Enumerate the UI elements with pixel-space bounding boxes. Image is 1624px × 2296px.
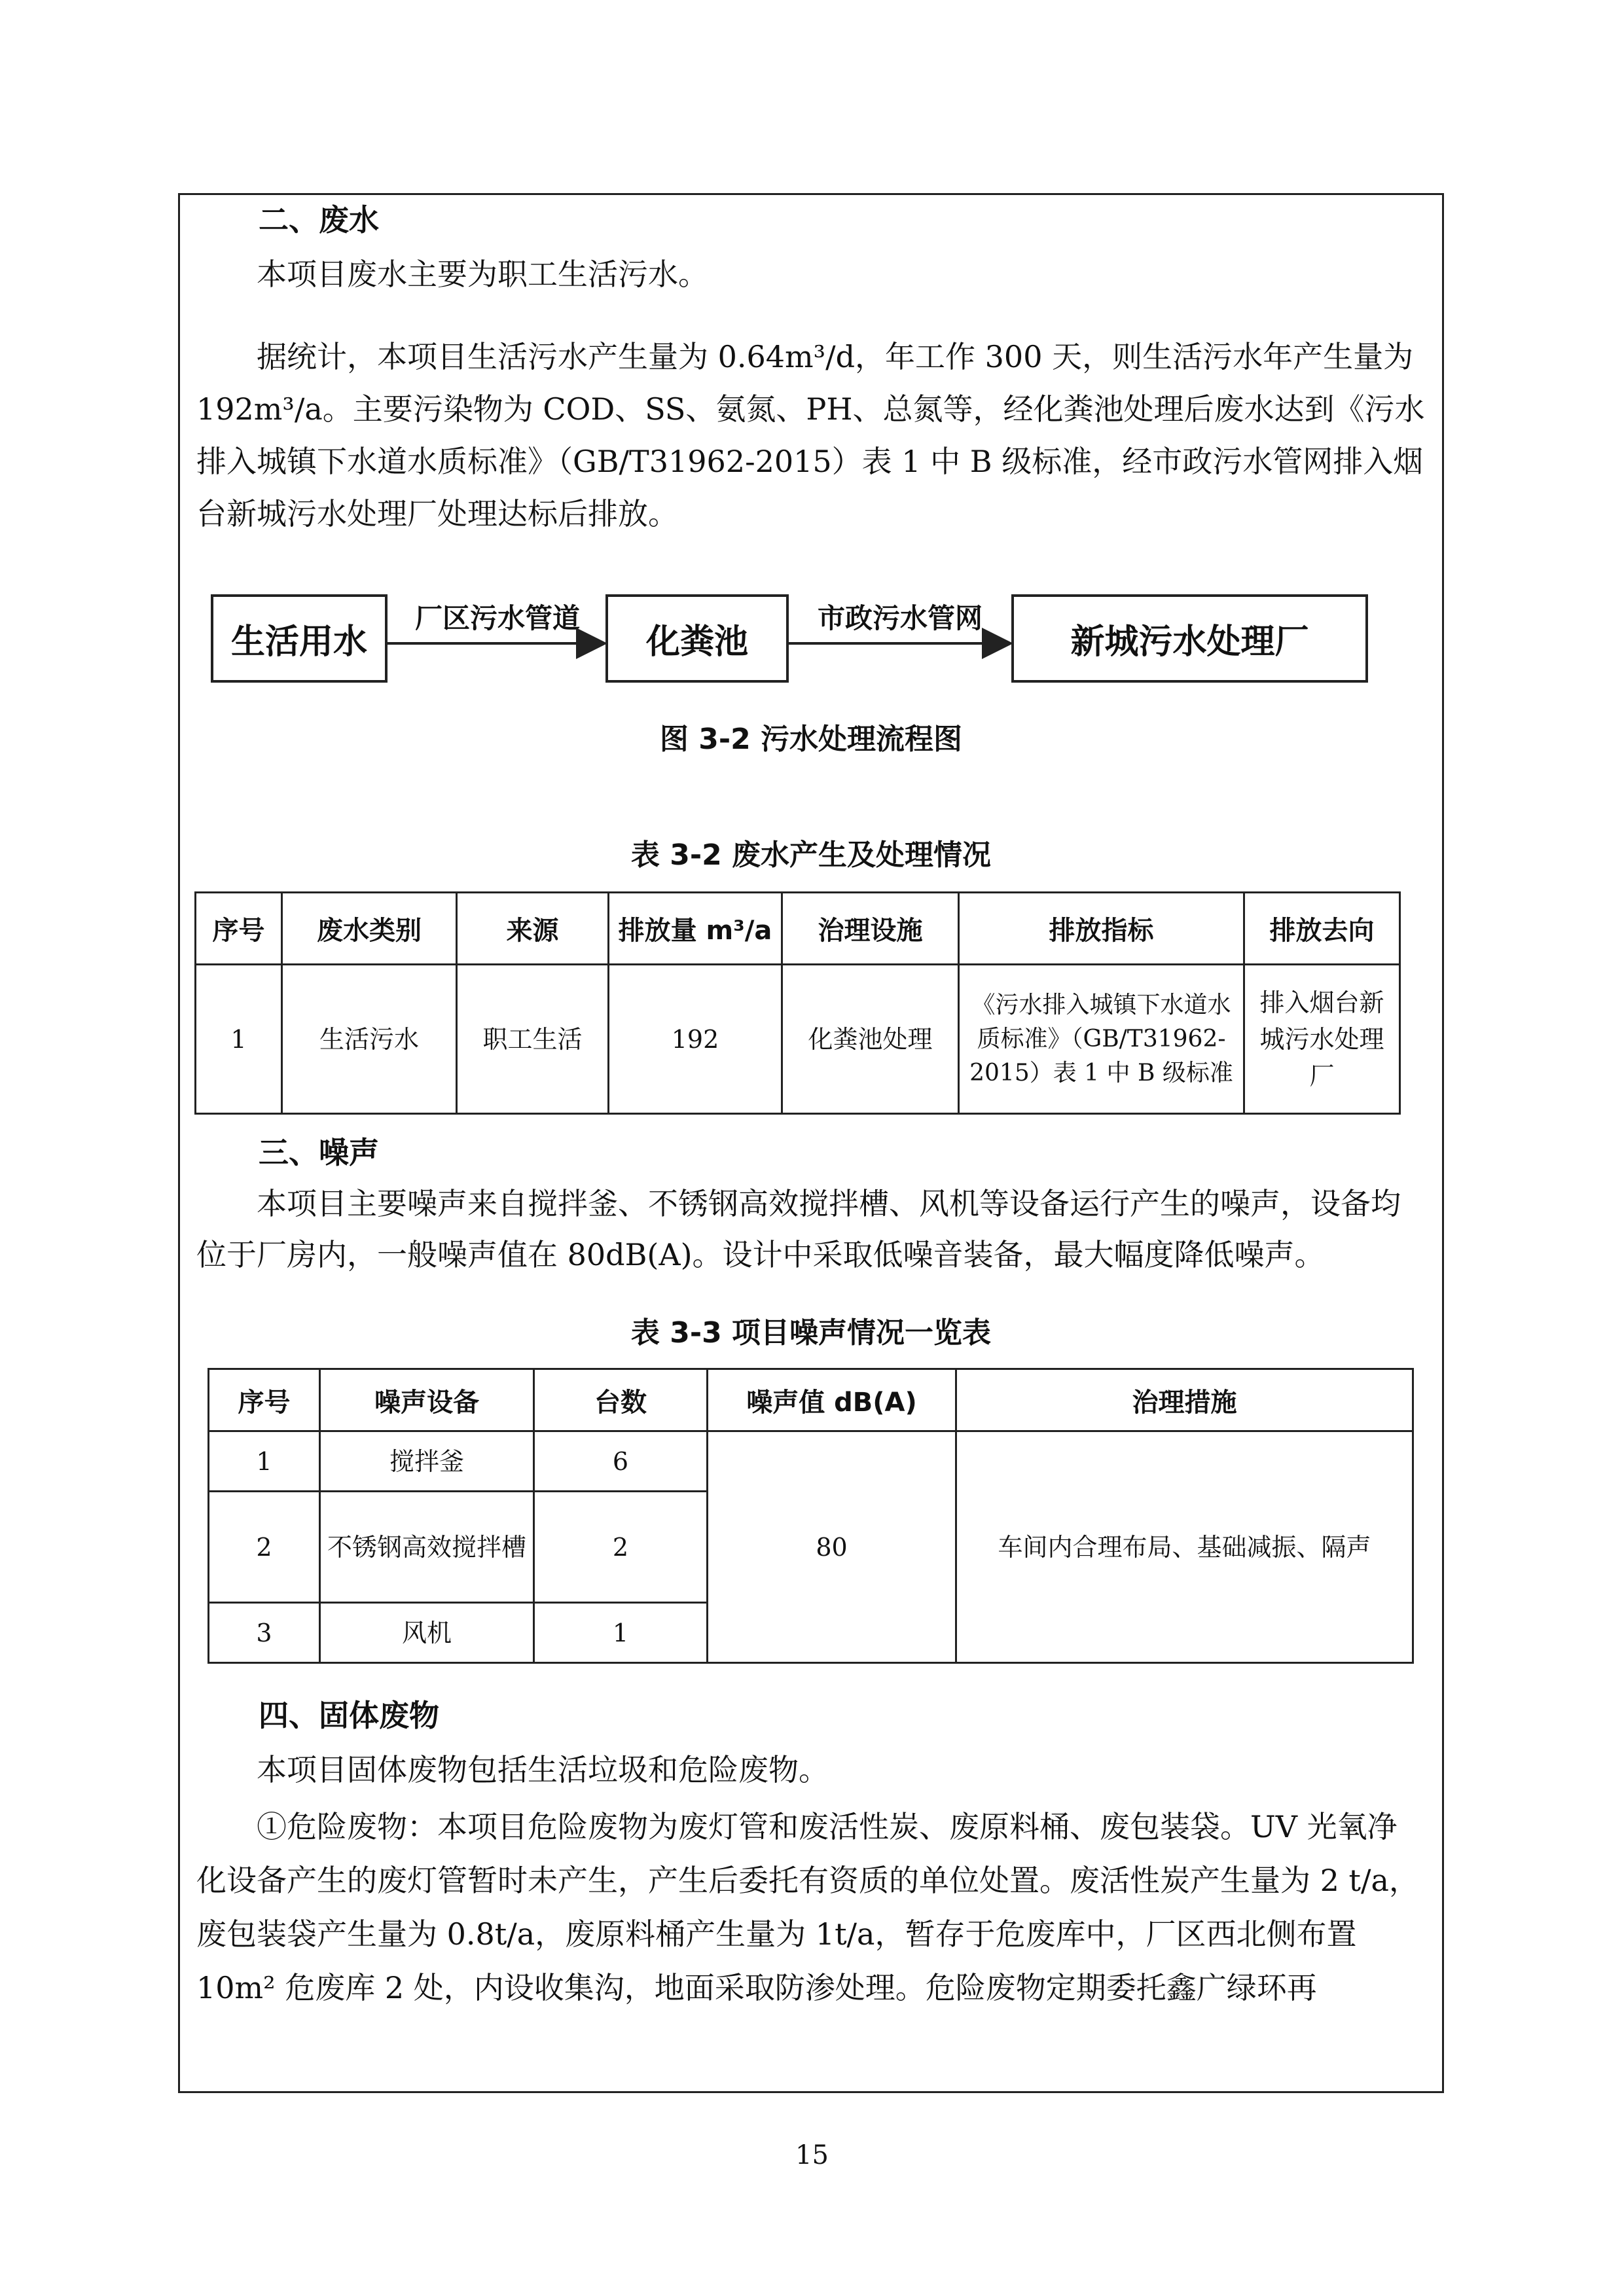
flow-node-domestic-water: 生活用水 (211, 594, 388, 683)
table-cell: 1 (196, 965, 282, 1114)
col-header: 噪声值 dB(A) (708, 1369, 956, 1431)
table-3-2 (194, 891, 1401, 1115)
table-3-3 (208, 1368, 1414, 1664)
col-header: 排放去向 (1244, 893, 1400, 965)
col-header: 序号 (196, 893, 282, 965)
col-header: 治理措施 (956, 1369, 1413, 1431)
table-3-2-caption: 表 3-2 废水产生及处理情况 (630, 838, 992, 872)
table-cell: 192 (609, 965, 782, 1114)
table-cell: 1 (534, 1603, 708, 1663)
table-cell-noise-value: 80 (708, 1431, 956, 1663)
wastewater-heading: 二、废水 (259, 202, 379, 238)
table-cell: 3 (209, 1603, 320, 1663)
table-cell: 1 (209, 1431, 320, 1492)
table-cell: 生活污水 (282, 965, 457, 1114)
col-header: 排放量 m³/a (609, 893, 782, 965)
flow-node-treatment-plant: 新城污水处理厂 (1011, 594, 1368, 683)
col-header: 来源 (457, 893, 609, 965)
table-header-row (196, 893, 1400, 965)
col-header: 废水类别 (282, 893, 457, 965)
table-cell: 搅拌釜 (320, 1431, 534, 1492)
table-cell: 职工生活 (457, 965, 609, 1114)
table-cell: 2 (534, 1492, 708, 1603)
table-3-3-caption: 表 3-3 项目噪声情况一览表 (630, 1316, 992, 1350)
noise-para: 本项目主要噪声来自搅拌釜、不锈钢高效搅拌槽、风机等设备运行产生的噪声，设备均位于厂房内，一般噪声值在 80dB(A)。设计中采取低噪音装备，最大幅度降低噪声。 (196, 1186, 1401, 1272)
table-cell-standard: 《污水排入城镇下水道水质标准》（GB/T31962-2015）表 1 中 B 级标准 (959, 965, 1244, 1114)
flow-edge-label-plant-pipe: 厂区污水管道 (414, 602, 580, 634)
table-cell-measures: 车间内合理布局、基础减振、隔声 (956, 1431, 1413, 1663)
wastewater-para2: 据统计，本项目生活污水产生量为 0.64m³/d，年工作 300 天，则生活污水年产生量为 192m³/a。主要污染物为 COD、SS、氨氮、PH、总氮等，经化粪池处理后废水达到《污水排入城镇下水道水质标准》（GB/T31962-2015）表 1 中 B 级标准，经市政污水管网排入烟台新城污水处理厂处理达标后排放。 (196, 339, 1425, 531)
table-cell: 2 (209, 1492, 320, 1603)
solid-waste-heading: 四、固体废物 (259, 1698, 439, 1733)
table-row (209, 1431, 1413, 1492)
flow-arrows (0, 0, 1624, 720)
solid-waste-para2: ①危险废物：本项目危险废物为废灯管和废活性炭、废原料桶、废包装袋。UV 光氧净化设备产生的废灯管暂时未产生，产生后委托有资质的单位处置。废活性炭产生量为 2 t/a，废包装袋产生量为 0.8t/a，废原料桶产生量为 1t/a，暂存于危废库中，厂区西北侧布置 10m² 危废库 2 处，内设收集沟，地面采取防渗处理。危险废物定期委托鑫广绿环再 (196, 1809, 1419, 2005)
col-header: 排放指标 (959, 893, 1244, 965)
page-number: 15 (795, 2140, 829, 2170)
col-header: 治理设施 (782, 893, 959, 965)
table-cell: 风机 (320, 1603, 534, 1663)
table-cell: 不锈钢高效搅拌槽 (320, 1492, 534, 1603)
figure-caption: 图 3-2 污水处理流程图 (659, 723, 963, 756)
solid-waste-para1: 本项目固体废物包括生活垃圾和危险废物。 (257, 1752, 829, 1787)
wastewater-para1: 本项目废水主要为职工生活污水。 (257, 257, 708, 292)
table-cell-destination: 排入烟台新城污水处理厂 (1244, 965, 1400, 1114)
flow-edge-label-municipal-pipe: 市政污水管网 (817, 602, 983, 634)
col-header: 序号 (209, 1369, 320, 1431)
table-cell: 6 (534, 1431, 708, 1492)
flow-node-septic-tank: 化粪池 (605, 594, 789, 683)
table-header-row (209, 1369, 1413, 1431)
col-header: 噪声设备 (320, 1369, 534, 1431)
col-header: 台数 (534, 1369, 708, 1431)
table-row (196, 965, 1400, 1114)
noise-heading: 三、噪声 (259, 1135, 379, 1170)
table-cell: 化粪池处理 (782, 965, 959, 1114)
